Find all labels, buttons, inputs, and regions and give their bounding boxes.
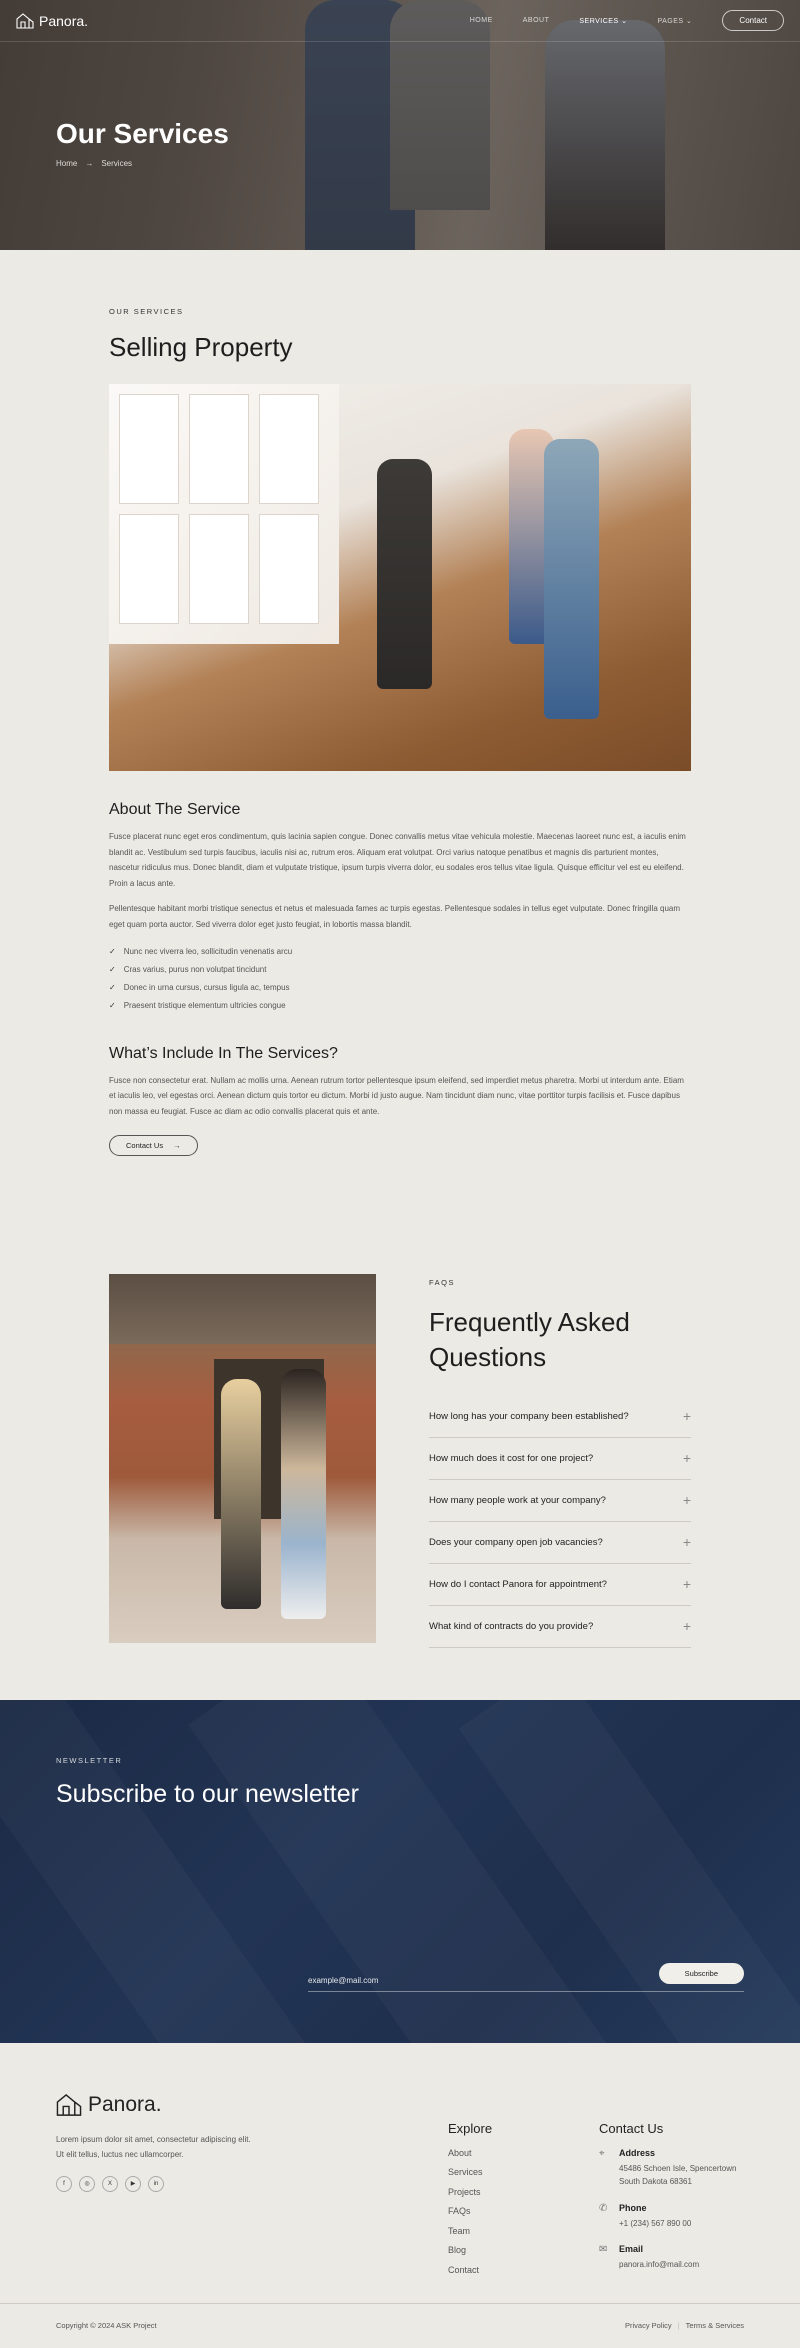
top-navbar <box>0 0 800 42</box>
plus-icon: + <box>682 1450 691 1467</box>
checklist-item-text: Cras varius, purus non volutpat tincidunt <box>123 965 267 975</box>
phone-value[interactable]: +1 (234) 567 890 00 <box>619 2218 692 2228</box>
footer-logo-text: Panora. <box>88 2092 162 2116</box>
instagram-icon[interactable]: ◎ <box>79 2176 95 2192</box>
about-service-title: About The Service <box>109 801 241 818</box>
newsletter-eyebrow: NEWSLETTER <box>56 1755 123 1765</box>
faq-item[interactable] <box>429 1480 691 1522</box>
window-pane <box>259 394 319 504</box>
nav-link-pages-label: PAGES <box>657 17 684 25</box>
address-label: Address <box>619 2147 656 2158</box>
checklist-item-text: Donec in urna cursus, cursus ligula ac, tempus <box>123 983 290 993</box>
nav-link-about[interactable]: ABOUT <box>522 16 550 24</box>
window-pane <box>189 394 249 504</box>
divider: | <box>677 2321 680 2331</box>
newsletter-email-input[interactable] <box>308 1974 628 1985</box>
nav-contact-button[interactable]: Contact <box>722 10 784 31</box>
legal-links <box>625 2321 744 2330</box>
footer-contact <box>599 2121 736 2286</box>
footer-logo[interactable] <box>56 2093 744 2117</box>
faq-item[interactable] <box>429 1522 691 1564</box>
service-title: Selling Property <box>109 332 293 362</box>
contact-us-label: Contact Us <box>126 1141 164 1151</box>
footer-link-contact[interactable]: Contact <box>448 2264 480 2275</box>
faq-image <box>109 1274 376 1643</box>
include-title: What’s Include In The Services? <box>109 1044 338 1062</box>
contact-phone <box>599 2203 736 2231</box>
contact-title: Contact Us <box>599 2120 664 2136</box>
arrow-right-icon: → <box>173 1141 181 1151</box>
copyright: Copyright © 2024 ASK Project <box>56 2321 157 2331</box>
faq-title <box>429 1305 691 1375</box>
feature-checklist <box>109 943 691 1015</box>
nav-link-services-label: SERVICES <box>579 17 619 25</box>
subscribe-button[interactable]: Subscribe <box>659 1963 744 1984</box>
footer-link-blog[interactable]: Blog <box>448 2245 467 2256</box>
newsletter-form <box>308 1970 744 1992</box>
footer <box>0 2043 800 2348</box>
checklist-item <box>109 979 691 997</box>
plus-icon: + <box>682 1576 691 1593</box>
contact-email <box>599 2244 736 2272</box>
service-eyebrow: OUR SERVICES <box>109 307 184 316</box>
plus-icon: + <box>682 1618 691 1635</box>
newsletter-title: Subscribe to our newsletter <box>56 1779 359 1808</box>
faq-question: How much does it cost for one project? <box>429 1452 594 1464</box>
footer-link-about[interactable]: About <box>448 2147 472 2158</box>
footer-link-services[interactable]: Services <box>448 2167 483 2178</box>
image-person-right <box>281 1369 326 1619</box>
footer-explore <box>448 2121 492 2285</box>
faq-question: What kind of contracts do you provide? <box>429 1620 594 1632</box>
email-label: Email <box>619 2244 644 2255</box>
service-main-image <box>109 384 691 771</box>
plus-icon: + <box>682 1408 691 1425</box>
faq-question: How do I contact Panora for appointment? <box>429 1578 607 1590</box>
footer-description: Lorem ipsum dolor sit amet, consectetur adipiscing elit. Ut elit tellus, luctus nec ullamcorper. <box>56 2134 251 2160</box>
faq-content <box>429 1274 691 1647</box>
hero-section <box>0 0 800 250</box>
linkedin-icon[interactable]: in <box>148 2176 164 2192</box>
plus-icon: + <box>682 1534 691 1551</box>
address-line-1: 45486 Schoen Isle, Spencertown <box>619 2163 737 2173</box>
terms-link[interactable]: Terms & Services <box>685 2321 744 2331</box>
faq-section <box>0 1216 800 1699</box>
email-value[interactable]: panora.info@mail.com <box>619 2260 700 2270</box>
nav-link-pages[interactable] <box>657 17 692 25</box>
footer-bottom-bar <box>0 2303 800 2348</box>
image-ceiling <box>109 1274 376 1344</box>
service-section <box>0 250 800 1216</box>
footer-link-faqs[interactable]: FAQs <box>448 2206 471 2217</box>
phone-icon: ✆ <box>599 2202 608 2214</box>
checklist-item-text: Praesent tristique elementum ultricies congue <box>123 1001 286 1011</box>
youtube-icon[interactable]: ▶ <box>125 2176 141 2192</box>
checklist-item <box>109 961 691 979</box>
plus-icon: + <box>682 1492 691 1509</box>
breadcrumb <box>56 159 132 168</box>
image-window <box>109 384 339 644</box>
explore-title: Explore <box>448 2120 493 2136</box>
x-icon[interactable]: X <box>102 2176 118 2192</box>
image-person-man <box>544 439 599 719</box>
newsletter-section <box>0 1700 800 2043</box>
faq-title-line-2: Questions <box>429 1342 547 1373</box>
nav-link-home[interactable]: HOME <box>469 16 493 24</box>
checklist-item <box>109 997 691 1015</box>
check-icon: ✓ <box>109 983 116 993</box>
address-line-2: South Dakota 68361 <box>619 2177 692 2187</box>
checklist-item <box>109 943 691 961</box>
image-person-left <box>221 1379 261 1609</box>
window-pane <box>259 514 319 624</box>
logo-text: Panora. <box>39 12 89 29</box>
breadcrumb-home[interactable]: Home <box>56 159 78 168</box>
house-logo-icon <box>56 2093 82 2117</box>
nav-links <box>470 17 693 25</box>
include-paragraph: Fusce non consectetur erat. Nullam ac mollis urna. Aenean rutrum tortor pellentesque ipsum eleifend, sed imperdiet metus pharetra. Morbi ut interdum ante. Etiam et iaculis leo, vel egestas orci. Aenean dictum quis tortor eu dictum. Morbi id justo augue. Nam tincidunt diam nunc, vitae porttitor turpis facilisis et. Fusce dapibus non massa eu feugiat. Fusce ac diam ac odio convallis placerat quis et ante. <box>109 1075 684 1116</box>
phone-label: Phone <box>619 2202 647 2213</box>
page-title: Our Services <box>56 118 229 149</box>
house-logo-icon <box>16 13 34 29</box>
nav-link-services[interactable] <box>579 17 627 25</box>
footer-link-team[interactable]: Team <box>448 2225 471 2236</box>
privacy-policy-link[interactable]: Privacy Policy <box>625 2321 672 2331</box>
footer-link-projects[interactable]: Projects <box>448 2186 481 2197</box>
about-service-paragraph-1: Fusce placerat nunc eget eros condimentum, quis lacinia sapien congue. Donec convallis metus vitae vehicula molestie. Maecenas laoreet nunc est, a iaculis enim blandit ac. Vestibulum sed turpis faucibus, iaculis nisi ac, rutrum eros. Aliquam erat volutpat. Orci varius natoque penatibus et magnis dis parturient montes, nascetur ridiculus mus. Donec blandit, diam et vulputate tristique, ipsum turpis viverra dolor, eu sodales eros tellus vitae ligula. Quisque efficitur vel est eu eleifend. Proin a lacus ante. <box>109 832 686 888</box>
window-pane <box>119 514 179 624</box>
location-pin-icon: ⌖ <box>599 2147 605 2159</box>
chevron-down-icon: ⌄ <box>686 17 693 25</box>
faq-item[interactable] <box>429 1396 691 1438</box>
check-icon: ✓ <box>109 947 116 957</box>
faq-item[interactable] <box>429 1606 691 1648</box>
faq-item[interactable] <box>429 1564 691 1606</box>
faq-title-line-1: Frequently Asked <box>429 1307 630 1338</box>
image-person-agent <box>377 459 432 689</box>
mail-icon: ✉ <box>599 2244 608 2256</box>
window-pane <box>189 514 249 624</box>
faq-item[interactable] <box>429 1438 691 1480</box>
check-icon: ✓ <box>109 1001 116 1011</box>
nav-logo[interactable] <box>16 13 88 29</box>
about-service-paragraph-2: Pellentesque habitant morbi tristique senectus et netus et malesuada fames ac turpis egestas. Pellentesque sodales in tellus eget vulputate. Donec fringilla quam eget quam porta auctor. Sed viverra dolor eget justo feugiat, in lobortis massa blandit. <box>109 904 681 929</box>
checklist-item-text: Nunc nec viverra leo, sollicitudin venenatis arcu <box>123 947 293 957</box>
faq-question: How many people work at your company? <box>429 1494 606 1506</box>
breadcrumb-current: Services <box>101 159 133 168</box>
contact-us-button[interactable] <box>109 1135 198 1156</box>
chevron-down-icon: ⌄ <box>621 17 628 25</box>
faq-question: How long has your company been established? <box>429 1410 629 1422</box>
check-icon: ✓ <box>109 965 116 975</box>
window-pane <box>119 394 179 504</box>
contact-address <box>599 2148 736 2189</box>
arrow-right-icon: → <box>85 159 94 168</box>
facebook-icon[interactable]: f <box>56 2176 72 2192</box>
faq-question: Does your company open job vacancies? <box>429 1536 603 1548</box>
faq-eyebrow: FAQS <box>429 1278 456 1288</box>
